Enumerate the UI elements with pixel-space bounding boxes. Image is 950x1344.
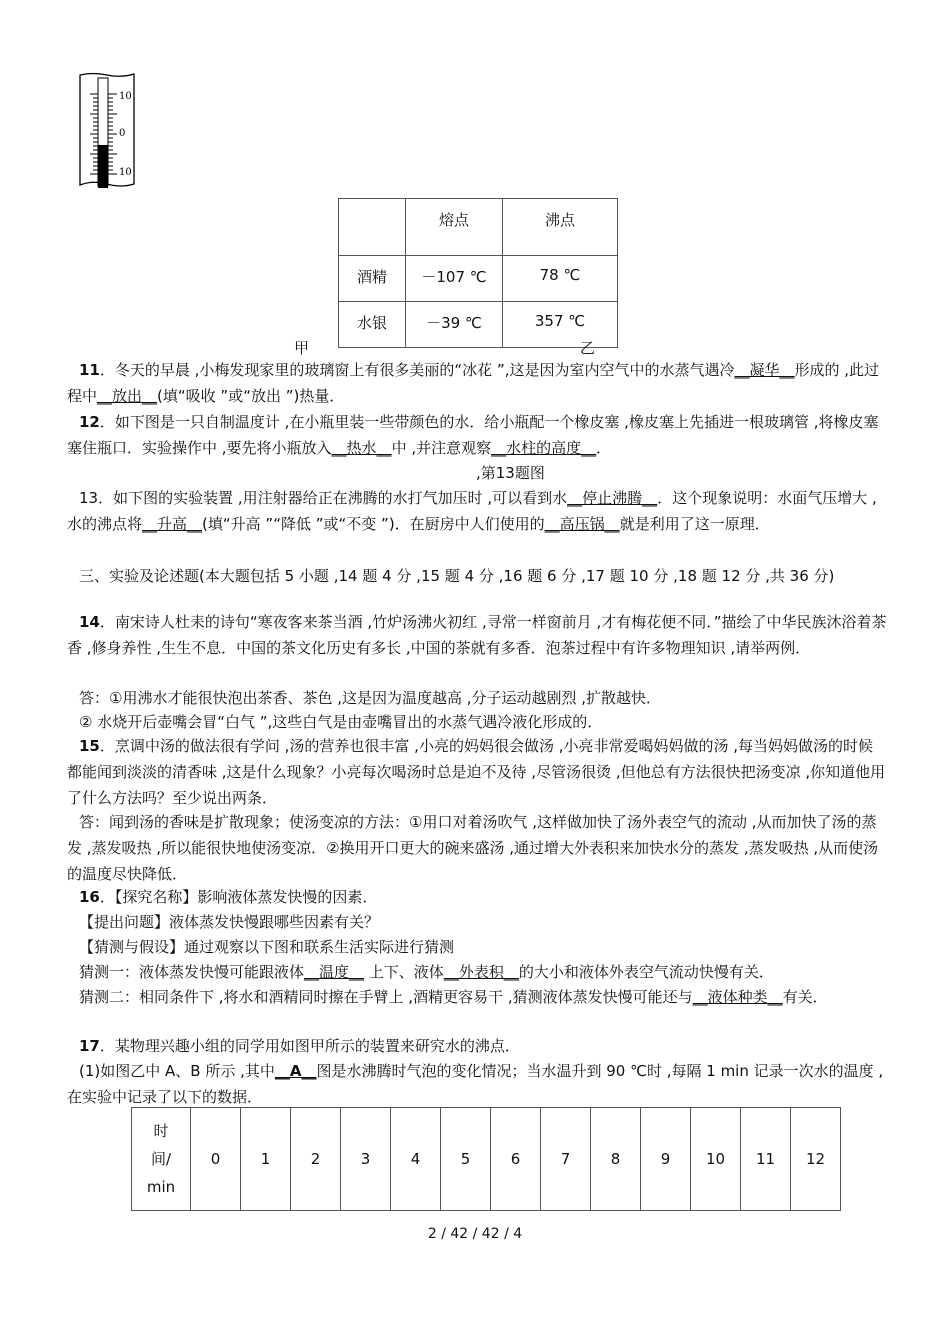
time-value-cell: 12 bbox=[791, 1108, 841, 1211]
question-text: 猜测一：液体蒸发快慢可能跟液体 bbox=[79, 963, 305, 981]
melting-boiling-table bbox=[338, 198, 618, 348]
table-cell: 酒精 bbox=[339, 256, 406, 302]
table-cell: －39 ℃ bbox=[406, 302, 503, 348]
thermometer-figure bbox=[78, 72, 136, 188]
answer-14-1: 答：①用沸水才能很快泡出茶香、茶色 ,这是因为温度越高 ,分子运动越剧烈 ,扩散越快． bbox=[79, 689, 662, 707]
question-text: 的大小和液体外表空气流动快慢有关． bbox=[518, 963, 774, 981]
question-text: (填“升高 ”“降低 ”或“不变 ”)．在厨房中人们使用的 bbox=[202, 515, 545, 533]
section-heading: 三、实验及论述题(本大题包括 5 小题 ,14 题 4 分 ,15 题 4 分 ,16 题 6 分 ,17 题 10 分 ,18 题 12 分 ,共 36 分) bbox=[79, 567, 835, 585]
time-header-line: 间/ bbox=[150, 1150, 172, 1168]
time-value-cell: 0 bbox=[191, 1108, 241, 1211]
scale-label-zero: 0 bbox=[119, 128, 126, 139]
question-text: ．【探究名称】影响液体蒸发快慢的因素． bbox=[99, 888, 378, 906]
time-value-cell: 9 bbox=[641, 1108, 691, 1211]
question-number: 14 bbox=[79, 613, 100, 631]
question-text: ．这个现象说明：水面气压增大 ,水的沸点将 bbox=[67, 489, 877, 533]
question-text: 如下图的实验装置 ,用注射器给正在沸腾的水打气加压时 ,可以看到水 bbox=[113, 489, 568, 507]
time-value-cell: 7 bbox=[541, 1108, 591, 1211]
question-text: ．某物理兴趣小组的同学用如图甲所示的装置来研究水的沸点． bbox=[99, 1037, 520, 1055]
table-row bbox=[339, 302, 618, 348]
question-text: 上下、液体 bbox=[364, 963, 444, 981]
q16-hypothesis: 【猜测与假设】通过观察以下图和联系生活实际进行猜测 bbox=[79, 938, 455, 956]
answer-blank: __A__ bbox=[274, 1062, 317, 1080]
answer-blank: __升高__ bbox=[142, 515, 203, 533]
table-header-melting: 熔点 bbox=[406, 199, 503, 256]
figure-caption-13: ,第13题图 bbox=[476, 464, 545, 482]
q16-guess-2 bbox=[67, 984, 887, 1010]
time-value-cell: 11 bbox=[741, 1108, 791, 1211]
table-cell: 78 ℃ bbox=[503, 256, 618, 302]
question-13 bbox=[67, 485, 887, 537]
question-12 bbox=[67, 409, 887, 461]
table-cell: 357 ℃ bbox=[503, 302, 618, 348]
answer-blank: __高压锅__ bbox=[544, 515, 620, 533]
time-value-cell: 6 bbox=[491, 1108, 541, 1211]
scale-label-top: 10 bbox=[119, 91, 132, 102]
question-text: 就是利用了这一原理． bbox=[619, 515, 770, 533]
question-number: 15 bbox=[79, 737, 100, 755]
q16-question: 【提出问题】液体蒸发快慢跟哪些因素有关？ bbox=[79, 913, 380, 931]
question-text: (填“吸收 ”或“放出 ”)热量． bbox=[157, 387, 345, 405]
answer-14-2: ② 水烧开后壶嘴会冒“白气 ”,这些白气是由壶嘴冒出的水蒸气遇冷液化形成的． bbox=[79, 713, 603, 731]
figure-label-yi: 乙 bbox=[580, 339, 596, 357]
q16-guess-1 bbox=[67, 959, 887, 985]
question-text: 形成的 ,此过程中 bbox=[67, 361, 880, 405]
question-text: ．冬天的早晨 ,小梅发现家里的玻璃窗上有很多美丽的“冰花 ”,这是因为室内空气中的水蒸气遇冷 bbox=[99, 361, 735, 379]
table-cell: －107 ℃ bbox=[406, 256, 503, 302]
question-text: ． bbox=[596, 439, 612, 457]
answer-blank: __停止沸腾__ bbox=[567, 489, 658, 507]
time-value-cell: 4 bbox=[391, 1108, 441, 1211]
time-table bbox=[131, 1107, 841, 1211]
question-text: 有关． bbox=[782, 988, 828, 1006]
time-header bbox=[132, 1108, 191, 1211]
question-16 bbox=[67, 884, 887, 910]
question-17 bbox=[67, 1033, 887, 1059]
question-text: (1)如图乙中 A、B 所示 ,其中 bbox=[79, 1062, 275, 1080]
question-number: 17 bbox=[79, 1037, 100, 1055]
question-number: 13． bbox=[79, 489, 114, 507]
question-11 bbox=[67, 357, 887, 409]
q17-part-1 bbox=[67, 1058, 887, 1110]
answer-blank: __液体种类__ bbox=[692, 988, 783, 1006]
answer-blank: __热水__ bbox=[331, 439, 392, 457]
question-text: ．烹调中汤的做法很有学问 ,汤的营养也很丰富 ,小亮的妈妈很会做汤 ,小亮非常爱喝妈妈做的汤 ,每当妈妈做汤的时候都能闻到淡淡的清香味 ,这是什么现象？小亮每次喝汤时总是迫不及待 ,尽管汤很烫 ,但他总有方法很快把汤变凉 ,你知道他用了什么方法吗？至少说出两条． bbox=[67, 737, 886, 807]
time-value-cell: 8 bbox=[591, 1108, 641, 1211]
question-number: 12 bbox=[79, 413, 100, 431]
answer-blank: __凝华__ bbox=[734, 361, 795, 379]
table-cell: 水银 bbox=[339, 302, 406, 348]
table-header-row bbox=[339, 199, 618, 256]
question-text: 图是水沸腾时气泡的变化情况；当水温升到 90 ℃时 ,每隔 1 min 记录一次水的温度 ,在实验中记录了以下的数据． bbox=[67, 1062, 884, 1106]
table-row bbox=[132, 1108, 841, 1211]
question-text: 猜测二：相同条件下 ,将水和酒精同时擦在手臂上 ,酒精更容易干 ,猜测液体蒸发快慢可能还与 bbox=[79, 988, 693, 1006]
page-footer: 2 / 42 / 42 / 4 bbox=[427, 1226, 523, 1242]
answer-blank: __温度__ bbox=[304, 963, 365, 981]
answer-blank: __放出__ bbox=[97, 387, 158, 405]
figure-label-jia: 甲 bbox=[294, 339, 310, 357]
question-number: 16 bbox=[79, 888, 100, 906]
question-text: ．南宋诗人杜耒的诗句“寒夜客来茶当酒 ,竹炉汤沸火初红 ,寻常一样窗前月 ,才有梅花便不同．”描绘了中华民族沐浴着茶香 ,修身养性 ,生生不息．中国的茶文化历史有多长 ,中国的茶就有多香．泡茶过程中有许多物理知识 ,请举两例． bbox=[67, 613, 887, 657]
time-value-cell: 1 bbox=[241, 1108, 291, 1211]
time-value-cell: 10 bbox=[691, 1108, 741, 1211]
scale-label-bottom: 10 bbox=[119, 167, 132, 178]
answer-15: 答：闻到汤的香味是扩散现象；使汤变凉的方法：①用口对着汤吹气 ,这样做加快了汤外表空气的流动 ,从而加快了汤的蒸发 ,蒸发吸热 ,所以能很快地使汤变凉．②换用开口更大的碗来盛汤 ,通过增大外表积来加快水分的蒸发 ,蒸发吸热 ,从而使汤的温度尽快降低． bbox=[67, 813, 879, 883]
table-header-boiling: 沸点 bbox=[503, 199, 618, 256]
question-15 bbox=[67, 733, 887, 811]
question-number: 11 bbox=[79, 361, 100, 379]
table-row bbox=[339, 256, 618, 302]
answer-blank: __外表积__ bbox=[443, 963, 519, 981]
question-text: 中 ,并注意观察 bbox=[391, 439, 492, 457]
table-cell bbox=[339, 199, 406, 256]
time-header-line: min bbox=[146, 1178, 176, 1196]
time-header-line: 时 bbox=[153, 1122, 169, 1140]
question-text: ．如下图是一只自制温度计 ,在小瓶里装一些带颜色的水．给小瓶配一个橡皮塞 ,橡皮塞上先插进一根玻璃管 ,将橡皮塞塞住瓶口．实验操作中 ,要先将小瓶放入 bbox=[67, 413, 879, 457]
question-14 bbox=[67, 609, 887, 661]
answer-blank: __水柱的高度__ bbox=[491, 439, 597, 457]
time-value-cell: 2 bbox=[291, 1108, 341, 1211]
time-value-cell: 3 bbox=[341, 1108, 391, 1211]
time-value-cell: 5 bbox=[441, 1108, 491, 1211]
